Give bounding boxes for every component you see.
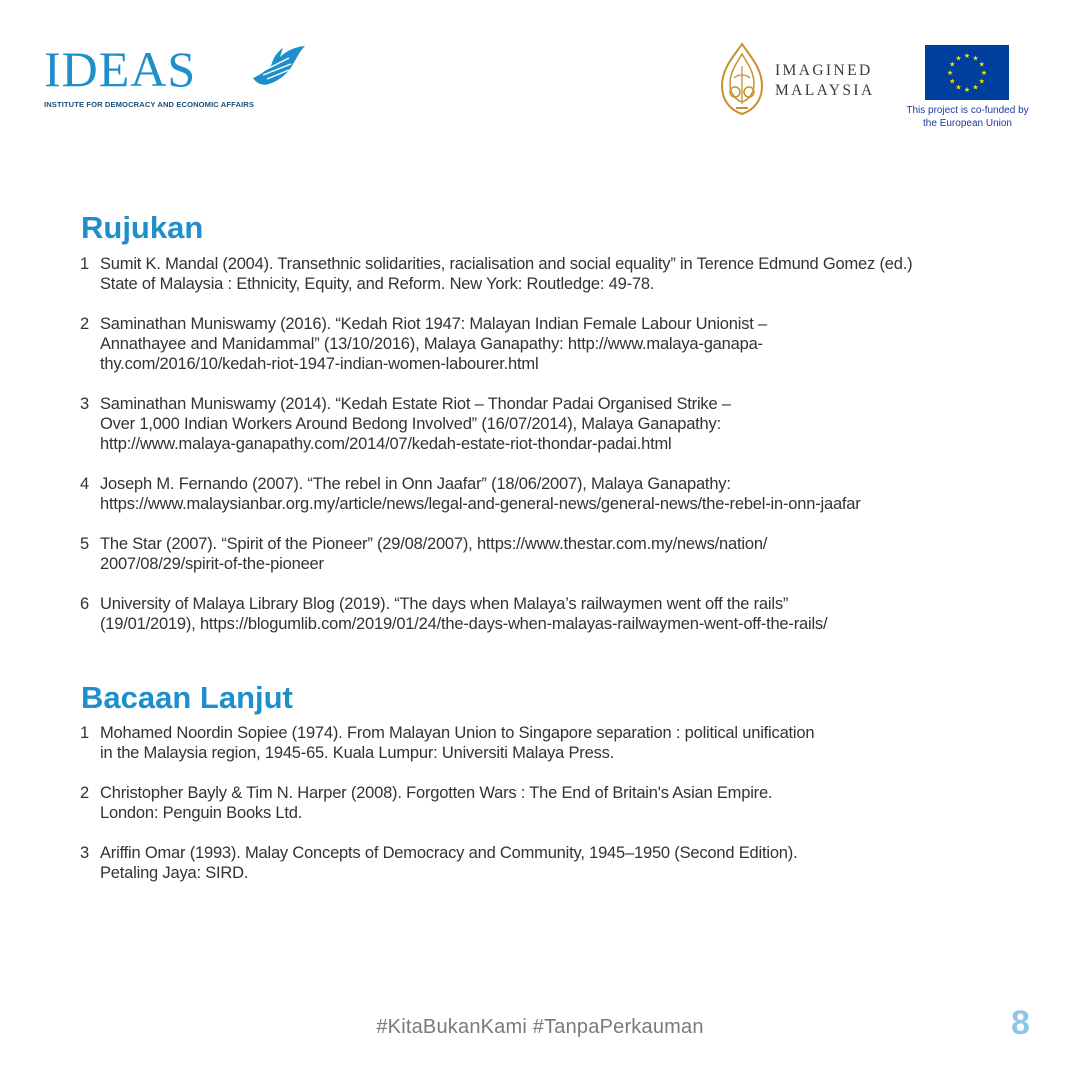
reference-number: 3 <box>80 395 89 413</box>
hashtags: #KitaBukanKami #TanpaPerkauman <box>376 1016 704 1038</box>
gunungan-emblem-icon <box>720 42 764 116</box>
eu-star-icon: ★ <box>978 60 985 69</box>
imagined-line: IMAGINED <box>775 62 873 79</box>
reference-item <box>80 474 1040 514</box>
reference-number: 1 <box>80 255 89 273</box>
eu-star-icon: ★ <box>972 83 979 92</box>
reference-item <box>80 594 1040 634</box>
reference-item <box>80 534 1040 574</box>
reference-item <box>80 394 1040 454</box>
eu-star-icon: ★ <box>980 69 988 77</box>
rujukan-list <box>80 254 1040 654</box>
eu-star-icon: ★ <box>955 83 962 92</box>
page-number: 8 <box>1011 1004 1030 1042</box>
eu-star-icon: ★ <box>963 52 971 60</box>
ideas-subtitle: INSTITUTE FOR DEMOCRACY AND ECONOMIC AFFAIRS <box>44 100 254 109</box>
reading-item <box>80 783 1040 823</box>
dove-icon <box>249 44 307 92</box>
reading-number: 2 <box>80 784 89 802</box>
eu-star-icon: ★ <box>955 54 962 63</box>
reference-text: University of Malaya Library Blog (2019). “The days when Malaya’s railwaymen went off the rails” (19/01/2019), https://blogumlib.com/2019/01/24/the-days-when-malayas-railwaymen-went-off-the-rails/ <box>100 595 828 633</box>
eu-star-icon: ★ <box>946 69 954 77</box>
reading-item <box>80 723 1040 763</box>
reference-number: 2 <box>80 315 89 333</box>
reading-item <box>80 843 1040 883</box>
eu-star-icon: ★ <box>972 54 979 63</box>
reference-text: Joseph M. Fernando (2007). “The rebel in Onn Jaafar” (18/06/2007), Malaya Ganapathy: https://www.malaysianbar.org.my/article/news/legal-and-general-news/general-news/the-rebel-in-onn-jaafar <box>100 475 861 513</box>
imagined-malaysia-logo <box>720 42 900 118</box>
reference-text: The Star (2007). “Spirit of the Pioneer” (29/08/2007), https://www.thestar.com.my/news/nation/ 2007/08/29/spirit-of-the-pioneer <box>100 535 768 573</box>
malaysia-line: MALAYSIA <box>775 82 875 99</box>
reading-number: 1 <box>80 724 89 742</box>
reference-number: 5 <box>80 535 89 553</box>
reading-text: Mohamed Noordin Sopiee (1974). From Malayan Union to Singapore separation : political unification in the Malaysia region, 1945-65. Kuala Lumpur: Universiti Malaya Press. <box>100 724 815 762</box>
ideas-logo-text: IDEAS <box>44 41 197 97</box>
eu-caption-line2: the European Union <box>923 118 1012 129</box>
eu-star-icon: ★ <box>978 77 985 86</box>
reading-number: 3 <box>80 844 89 862</box>
eu-caption-line1: This project is co-funded by <box>906 105 1029 116</box>
bacaan-lanjut-heading: Bacaan Lanjut <box>81 680 293 715</box>
rujukan-heading: Rujukan <box>81 210 204 245</box>
ideas-logo <box>44 42 284 112</box>
bacaan-lanjut-list <box>80 723 1040 903</box>
eu-star-icon: ★ <box>949 77 956 86</box>
eu-flag-icon <box>925 45 1009 100</box>
eu-cofunded-caption <box>895 104 1040 130</box>
reference-text: Saminathan Muniswamy (2016). “Kedah Riot 1947: Malayan Indian Female Labour Unionist – Annathayee and Manidammal” (13/10/2016), Malaya Ganapathy: http://www.malaya-ganapa- thy.com/2016/10/kedah-riot-1947-indian-women-labourer.html <box>100 315 768 373</box>
reference-text: Sumit K. Mandal (2004). Transethnic solidarities, racialisation and social equality” in Terence Edmund Gomez (ed.) State of Malaysia : Ethnicity, Equity, and Reform. New York: Routledge: 49-78. <box>100 255 913 293</box>
reading-text: Ariffin Omar (1993). Malay Concepts of Democracy and Community, 1945–1950 (Second Edition). Petaling Jaya: SIRD. <box>100 844 798 882</box>
reference-text: Saminathan Muniswamy (2014). “Kedah Estate Riot – Thondar Padai Organised Strike – Over 1,000 Indian Workers Around Bedong Involved” (16/07/2014), Malaya Ganapathy: http://www.malaya-ganapathy.com/2014/07/kedah-estate-riot-thondar-padai.html <box>100 395 731 453</box>
imagined-malaysia-text <box>775 61 875 101</box>
reference-item <box>80 314 1040 374</box>
reading-text: Christopher Bayly & Tim N. Harper (2008). Forgotten Wars : The End of Britain's Asian Empire. London: Penguin Books Ltd. <box>100 784 773 822</box>
reference-number: 6 <box>80 595 89 613</box>
eu-star-icon: ★ <box>949 60 956 69</box>
reference-number: 4 <box>80 475 89 493</box>
eu-star-icon: ★ <box>963 86 971 94</box>
reference-item <box>80 254 1040 294</box>
